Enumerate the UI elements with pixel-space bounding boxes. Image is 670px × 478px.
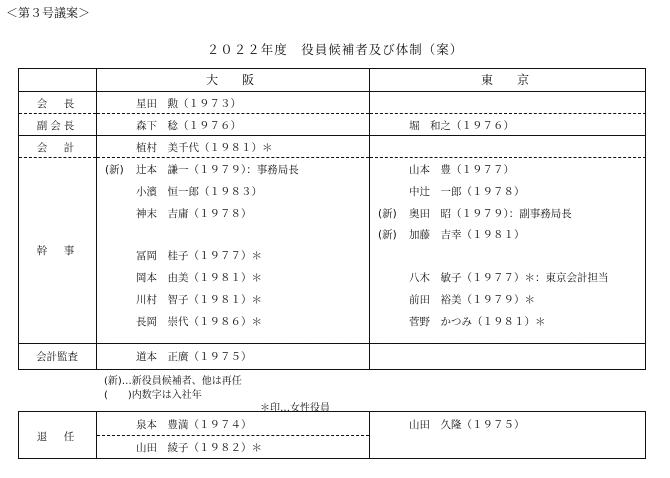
row-divider: [19, 135, 645, 136]
accountant-osaka: 植村 美千代（１９８１）＊: [136, 142, 273, 154]
header-osaka: 大 阪: [205, 73, 260, 87]
row-divider: [19, 157, 96, 158]
column-divider-city: [369, 69, 370, 369]
secretary-osaka-1: [105, 162, 299, 177]
note-year: ( )内数字は入社年: [104, 390, 202, 401]
role-accountant: 会 計: [36, 142, 78, 154]
secretary-osaka-2: 小濱 恒一郎（１９８３）: [136, 186, 262, 198]
secretary-osaka-7: 川村 智子（１９８１）＊: [136, 294, 262, 306]
retire-tokyo-1: 山田 久隆（１９７５）: [409, 419, 525, 431]
secretary-tokyo-1: 山本 豊（１９７７）: [409, 164, 514, 176]
new-tag: (新): [378, 229, 397, 241]
column-divider-role: [96, 69, 97, 369]
member-name: 辻本 謙一（１９７９）：事務局長: [136, 164, 299, 176]
role-vice-chairman: 副会長: [36, 120, 78, 132]
officer-table: [18, 68, 646, 370]
note-female: ＊印…女性役員: [260, 403, 330, 414]
header-divider: [19, 91, 645, 92]
vice-chairman-osaka: 森下 稔（１９７６）: [136, 120, 241, 132]
retire-osaka-2: 山田 綾子（１９８２）＊: [136, 442, 262, 454]
row-divider: [97, 435, 369, 436]
row-divider: [97, 343, 369, 344]
secretary-osaka-6: 岡本 由美（１９８１）＊: [136, 272, 262, 284]
secretary-osaka-5: 冨岡 桂子（１９７７）＊: [136, 250, 262, 262]
secretary-tokyo-4: [378, 227, 525, 242]
new-tag: (新): [378, 208, 397, 220]
header-tokyo: 東 京: [480, 73, 535, 87]
new-tag: (新): [105, 164, 124, 176]
secretary-tokyo-6: 八木 敏子（１９７７）＊：東京会計担当: [409, 272, 609, 284]
secretary-tokyo-8: 菅野 かつみ（１９８１）＊: [409, 316, 546, 328]
role-secretary: 幹 事: [36, 245, 78, 257]
member-name: 奥田 昭（１９７９）：副事務局長: [409, 208, 572, 220]
row-divider: [97, 113, 369, 114]
secretary-tokyo-3: [378, 206, 572, 221]
vice-chairman-tokyo: 堀 和之（１９７６）: [409, 120, 514, 132]
row-divider: [97, 157, 369, 158]
row-divider: [370, 343, 646, 344]
secretary-tokyo-7: 前田 裕美（１９７９）＊: [409, 294, 535, 306]
role-chairman: 会 長: [36, 98, 78, 110]
retire-table: [18, 411, 646, 459]
chairman-osaka: 星田 勲（１９７３）: [136, 98, 241, 110]
secretary-osaka-3: 神末 吉庸（１９７８）: [136, 208, 252, 220]
role-auditor: 会計監査: [36, 351, 78, 363]
retire-osaka-1: 泉本 豊満（１９７４）: [136, 419, 252, 431]
row-divider: [370, 113, 646, 114]
agenda-label: ＜第３号議案＞: [6, 6, 91, 20]
role-retire: 退 任: [36, 431, 78, 443]
member-name: 加藤 吉幸（１９８１）: [409, 229, 525, 241]
note-new: (新)…新役員候補者、他は再任: [104, 376, 242, 387]
row-divider: [19, 113, 96, 114]
secretary-osaka-8: 長岡 崇代（１９８６）＊: [136, 316, 262, 328]
document-title: ２０２２年度 役員候補者及び体制（案）: [206, 42, 464, 57]
row-divider: [370, 157, 646, 158]
column-divider-city: [369, 412, 370, 458]
auditor-osaka: 道本 正廣（１９７５）: [136, 351, 252, 363]
secretary-tokyo-2: 中辻 一郎（１９７８）: [409, 186, 525, 198]
